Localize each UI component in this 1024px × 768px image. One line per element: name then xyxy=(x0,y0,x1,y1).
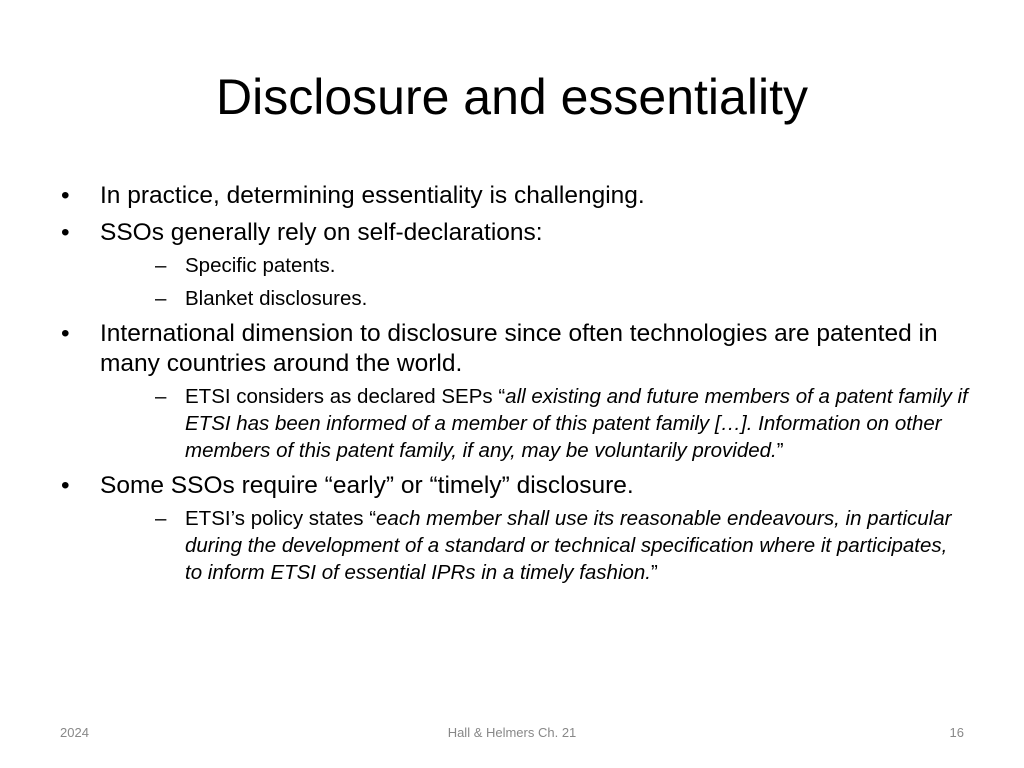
sub-bullet-list xyxy=(100,383,970,464)
bullet-text: SSOs generally rely on self-declarations: xyxy=(100,219,543,246)
sub-bullet-lead: ETSI considers as declared SEPs “ xyxy=(185,385,506,408)
sub-bullet-text: Blanket disclosures. xyxy=(185,287,368,310)
sub-bullet-list xyxy=(100,252,970,312)
bullet-text: International dimension to disclosure since often technologies are patented in many countries around the world. xyxy=(100,320,938,377)
sub-bullet-lead: ETSI’s policy states “ xyxy=(185,507,377,530)
bullet-dot-icon: • xyxy=(61,320,70,347)
bullet-item xyxy=(60,319,970,464)
slide-number: 16 xyxy=(949,725,964,740)
sub-bullet-close: ” xyxy=(651,561,658,584)
sub-bullet-quote: all existing and future members of a patent family if ETSI has been informed of a member of this patent family […]. Information on other members of this patent family, if any, may be voluntarily provided. xyxy=(185,385,968,462)
sub-bullet-item xyxy=(100,252,970,279)
bullet-dot-icon: • xyxy=(61,472,70,499)
bullet-item xyxy=(60,218,970,312)
bullet-text: In practice, determining essentiality is challenging. xyxy=(100,182,645,209)
bullet-text: Some SSOs require “early” or “timely” disclosure. xyxy=(100,472,634,499)
bullet-dot-icon: • xyxy=(61,219,70,246)
dash-icon: – xyxy=(155,507,167,530)
sub-bullet-item xyxy=(100,505,970,586)
sub-bullet-item xyxy=(100,285,970,312)
footer-date: 2024 xyxy=(60,725,89,740)
dash-icon: – xyxy=(155,385,167,408)
bullet-item xyxy=(60,471,970,586)
bullet-item xyxy=(60,181,970,211)
dash-icon: – xyxy=(155,287,167,310)
sub-bullet-item xyxy=(100,383,970,464)
footer-source: Hall & Helmers Ch. 21 xyxy=(447,725,577,740)
dash-icon: – xyxy=(155,254,167,277)
sub-bullet-list xyxy=(100,505,970,586)
sub-bullet-close: ” xyxy=(776,439,784,462)
bullet-dot-icon: • xyxy=(61,182,70,209)
slide-title: Disclosure and essentiality xyxy=(216,69,808,125)
slide-body xyxy=(60,181,970,593)
sub-bullet-quote: each member shall use its reasonable endeavours, in particular during the development of a standard or technical specification where it participates, to inform ETSI of essential IPRs in a timely fashion. xyxy=(185,507,952,584)
sub-bullet-text: Specific patents. xyxy=(185,254,336,277)
